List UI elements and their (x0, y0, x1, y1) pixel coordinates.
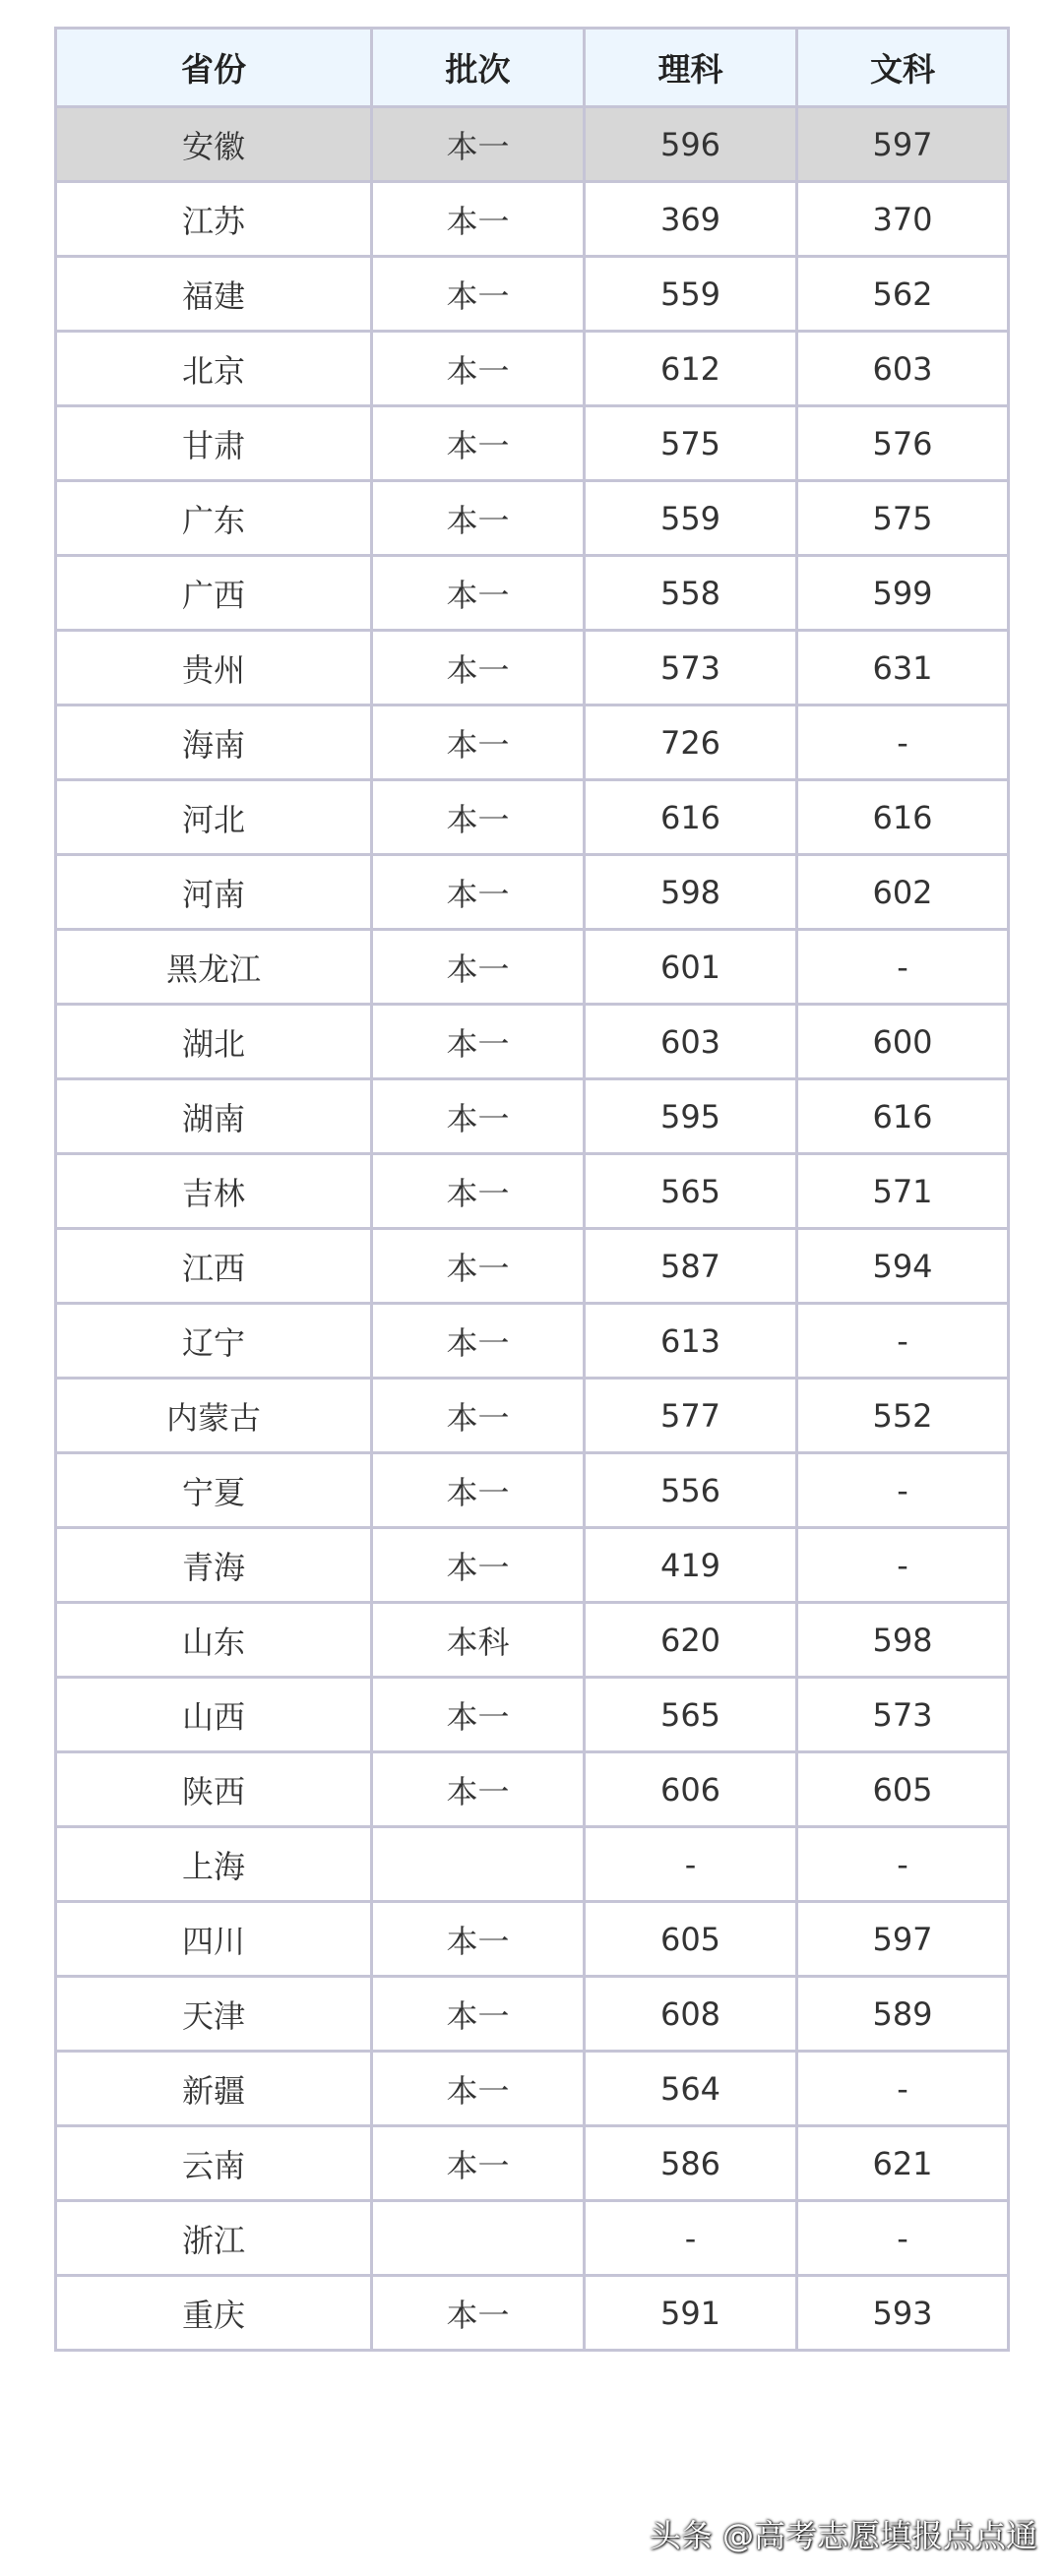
cell-science-score: 616 (585, 780, 797, 855)
table-row (56, 1678, 1009, 1752)
cell-liberal-arts-score: - (797, 2052, 1009, 2126)
cell-province: 青海 (56, 1528, 372, 1603)
cell-liberal-arts-score: 562 (797, 257, 1009, 332)
cell-province: 新疆 (56, 2052, 372, 2126)
cell-science-score: - (585, 2201, 797, 2276)
cell-province: 北京 (56, 332, 372, 406)
cell-science-score: 591 (585, 2276, 797, 2351)
cell-province: 吉林 (56, 1154, 372, 1229)
table-row (56, 2201, 1009, 2276)
cell-science-score: 577 (585, 1379, 797, 1453)
cell-batch (372, 1827, 585, 1902)
table-body (56, 107, 1009, 2351)
cell-batch: 本一 (372, 556, 585, 631)
cell-province: 云南 (56, 2126, 372, 2201)
cell-province: 福建 (56, 257, 372, 332)
cell-batch: 本一 (372, 1379, 585, 1453)
table-row (56, 1977, 1009, 2052)
cell-science-score: 601 (585, 930, 797, 1005)
cell-liberal-arts-score: 593 (797, 2276, 1009, 2351)
table-row (56, 930, 1009, 1005)
cell-science-score: 726 (585, 705, 797, 780)
header-science: 理科 (585, 29, 797, 107)
cell-batch: 本一 (372, 1678, 585, 1752)
table-row (56, 1827, 1009, 1902)
cell-batch: 本一 (372, 107, 585, 182)
cell-province: 宁夏 (56, 1453, 372, 1528)
table-row (56, 1902, 1009, 1977)
cell-science-score: 613 (585, 1304, 797, 1379)
cell-batch: 本一 (372, 1005, 585, 1079)
cell-science-score: 419 (585, 1528, 797, 1603)
cell-batch: 本一 (372, 930, 585, 1005)
table-row (56, 1453, 1009, 1528)
cell-province: 广西 (56, 556, 372, 631)
cell-science-score: 596 (585, 107, 797, 182)
table-row (56, 1304, 1009, 1379)
cell-batch: 本一 (372, 631, 585, 705)
cell-batch: 本一 (372, 1154, 585, 1229)
cell-liberal-arts-score: 594 (797, 1229, 1009, 1304)
cell-province: 河南 (56, 855, 372, 930)
cell-liberal-arts-score: 600 (797, 1005, 1009, 1079)
cell-liberal-arts-score: 602 (797, 855, 1009, 930)
table-row (56, 1752, 1009, 1827)
cell-batch: 本一 (372, 1752, 585, 1827)
cell-science-score: 565 (585, 1154, 797, 1229)
cell-liberal-arts-score: 575 (797, 481, 1009, 556)
cell-liberal-arts-score: - (797, 1453, 1009, 1528)
cell-province: 重庆 (56, 2276, 372, 2351)
cell-science-score: 606 (585, 1752, 797, 1827)
table-row (56, 705, 1009, 780)
cell-province: 上海 (56, 1827, 372, 1902)
table-row (56, 855, 1009, 930)
cell-science-score: 605 (585, 1902, 797, 1977)
table-row (56, 406, 1009, 481)
cell-province: 江苏 (56, 182, 372, 257)
score-table (54, 27, 1010, 2352)
cell-batch (372, 2201, 585, 2276)
cell-science-score: 608 (585, 1977, 797, 2052)
cell-science-score: 575 (585, 406, 797, 481)
cell-province: 山东 (56, 1603, 372, 1678)
cell-liberal-arts-score: 597 (797, 1902, 1009, 1977)
cell-province: 甘肃 (56, 406, 372, 481)
cell-science-score: - (585, 1827, 797, 1902)
header-liberal-arts: 文科 (797, 29, 1009, 107)
cell-liberal-arts-score: 571 (797, 1154, 1009, 1229)
table-row (56, 631, 1009, 705)
cell-liberal-arts-score: - (797, 1304, 1009, 1379)
cell-province: 广东 (56, 481, 372, 556)
cell-liberal-arts-score: 605 (797, 1752, 1009, 1827)
cell-liberal-arts-score: 576 (797, 406, 1009, 481)
cell-batch: 本一 (372, 1902, 585, 1977)
cell-science-score: 556 (585, 1453, 797, 1528)
cell-province: 江西 (56, 1229, 372, 1304)
cell-province: 河北 (56, 780, 372, 855)
cell-batch: 本一 (372, 2126, 585, 2201)
cell-liberal-arts-score: - (797, 1827, 1009, 1902)
cell-province: 浙江 (56, 2201, 372, 2276)
cell-liberal-arts-score: 370 (797, 182, 1009, 257)
table-row (56, 481, 1009, 556)
cell-liberal-arts-score: - (797, 705, 1009, 780)
cell-batch: 本一 (372, 406, 585, 481)
cell-batch: 本一 (372, 1229, 585, 1304)
cell-science-score: 565 (585, 1678, 797, 1752)
table-row (56, 2052, 1009, 2126)
cell-liberal-arts-score: - (797, 930, 1009, 1005)
cell-province: 四川 (56, 1902, 372, 1977)
cell-batch: 本一 (372, 1079, 585, 1154)
cell-province: 湖北 (56, 1005, 372, 1079)
table-row (56, 2276, 1009, 2351)
cell-science-score: 559 (585, 481, 797, 556)
cell-science-score: 586 (585, 2126, 797, 2201)
cell-liberal-arts-score: 616 (797, 1079, 1009, 1154)
table-row (56, 1603, 1009, 1678)
cell-science-score: 558 (585, 556, 797, 631)
cell-province: 海南 (56, 705, 372, 780)
cell-batch: 本一 (372, 1453, 585, 1528)
cell-province: 辽宁 (56, 1304, 372, 1379)
table-row (56, 182, 1009, 257)
table-row (56, 1154, 1009, 1229)
cell-batch: 本一 (372, 257, 585, 332)
cell-batch: 本一 (372, 1304, 585, 1379)
watermark: 头条 @高考志愿填报点点通 (649, 2517, 1037, 2554)
cell-liberal-arts-score: 597 (797, 107, 1009, 182)
cell-science-score: 587 (585, 1229, 797, 1304)
table-row (56, 1229, 1009, 1304)
cell-liberal-arts-score: 599 (797, 556, 1009, 631)
table-row (56, 1079, 1009, 1154)
cell-liberal-arts-score: 552 (797, 1379, 1009, 1453)
header-batch: 批次 (372, 29, 585, 107)
table-row (56, 1528, 1009, 1603)
cell-liberal-arts-score: 631 (797, 631, 1009, 705)
cell-science-score: 620 (585, 1603, 797, 1678)
cell-batch: 本一 (372, 332, 585, 406)
cell-batch: 本一 (372, 780, 585, 855)
cell-province: 安徽 (56, 107, 372, 182)
header-province: 省份 (56, 29, 372, 107)
table-row (56, 1379, 1009, 1453)
cell-province: 天津 (56, 1977, 372, 2052)
cell-batch: 本一 (372, 1977, 585, 2052)
cell-science-score: 559 (585, 257, 797, 332)
table-row (56, 780, 1009, 855)
cell-liberal-arts-score: 603 (797, 332, 1009, 406)
cell-batch: 本一 (372, 855, 585, 930)
table-row (56, 107, 1009, 182)
cell-liberal-arts-score: 598 (797, 1603, 1009, 1678)
cell-batch: 本一 (372, 705, 585, 780)
cell-batch: 本一 (372, 2276, 585, 2351)
cell-science-score: 564 (585, 2052, 797, 2126)
table-row (56, 2126, 1009, 2201)
cell-science-score: 369 (585, 182, 797, 257)
cell-science-score: 595 (585, 1079, 797, 1154)
cell-science-score: 598 (585, 855, 797, 930)
cell-province: 内蒙古 (56, 1379, 372, 1453)
cell-province: 湖南 (56, 1079, 372, 1154)
cell-batch: 本一 (372, 182, 585, 257)
cell-science-score: 612 (585, 332, 797, 406)
table-row (56, 556, 1009, 631)
table-row (56, 257, 1009, 332)
table-row (56, 1005, 1009, 1079)
cell-batch: 本一 (372, 481, 585, 556)
cell-liberal-arts-score: - (797, 2201, 1009, 2276)
cell-province: 陕西 (56, 1752, 372, 1827)
cell-liberal-arts-score: 573 (797, 1678, 1009, 1752)
cell-batch: 本科 (372, 1603, 585, 1678)
cell-science-score: 573 (585, 631, 797, 705)
cell-liberal-arts-score: 616 (797, 780, 1009, 855)
cell-batch: 本一 (372, 2052, 585, 2126)
cell-liberal-arts-score: 589 (797, 1977, 1009, 2052)
cell-science-score: 603 (585, 1005, 797, 1079)
cell-batch: 本一 (372, 1528, 585, 1603)
cell-province: 黑龙江 (56, 930, 372, 1005)
cell-province: 贵州 (56, 631, 372, 705)
cell-liberal-arts-score: - (797, 1528, 1009, 1603)
cell-liberal-arts-score: 621 (797, 2126, 1009, 2201)
table-header-row (56, 29, 1009, 107)
cell-province: 山西 (56, 1678, 372, 1752)
table-row (56, 332, 1009, 406)
